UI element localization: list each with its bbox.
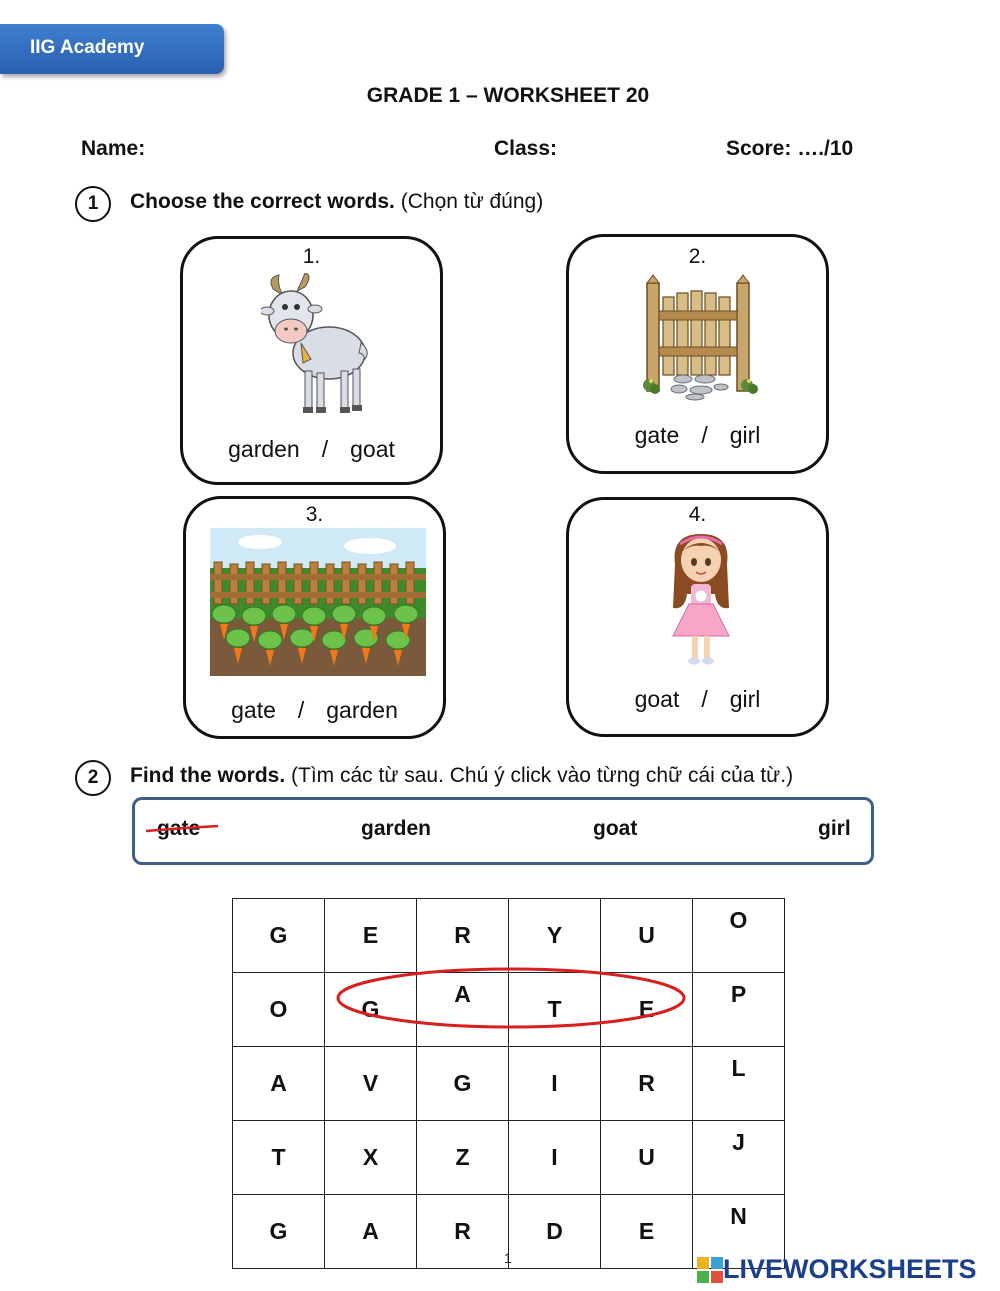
grid-cell[interactable]: A <box>325 1195 417 1269</box>
card-number: 4. <box>688 503 707 526</box>
grid-cell[interactable]: T <box>233 1121 325 1195</box>
section-2-number: 2 <box>75 760 111 796</box>
word-search-grid <box>232 898 785 1269</box>
grid-cell[interactable]: U <box>601 899 693 973</box>
liveworksheets-brand-text: LIVEWORKSHEETS <box>723 1254 977 1284</box>
choice-separator: / <box>321 436 329 462</box>
choice-option[interactable]: gate <box>634 422 680 448</box>
section-1-bold-text: Choose the correct words. <box>130 190 395 213</box>
grid-cell[interactable]: R <box>417 899 509 973</box>
choice-option[interactable]: goat <box>350 436 395 462</box>
grid-cell[interactable]: G <box>417 1047 509 1121</box>
grid-cell[interactable]: A <box>233 1047 325 1121</box>
grid-cell[interactable]: G <box>325 973 417 1047</box>
section-2-instruction <box>130 764 793 788</box>
card-choices <box>183 436 440 463</box>
grid-cell[interactable]: Z <box>417 1121 509 1195</box>
section-1-number: 1 <box>75 186 111 222</box>
choice-option[interactable]: garden <box>326 697 398 723</box>
choice-option[interactable]: girl <box>729 686 761 712</box>
word-garden: garden <box>361 817 432 840</box>
worksheet-title: GRADE 1 – WORKSHEET 20 <box>366 84 650 107</box>
card-1 <box>180 236 443 485</box>
card-number: 3. <box>305 503 324 526</box>
grid-cell[interactable]: V <box>325 1047 417 1121</box>
grid-cell[interactable]: G <box>233 899 325 973</box>
grid-cell[interactable]: R <box>417 1195 509 1269</box>
grid-cell[interactable]: R <box>601 1047 693 1121</box>
gate-icon <box>643 273 759 401</box>
score-label: Score: …./10 <box>726 137 854 160</box>
card-number: 1. <box>302 245 321 268</box>
grid-cell[interactable]: P <box>693 973 785 1047</box>
name-label: Name: <box>81 137 146 160</box>
strikethrough-mark <box>144 822 220 836</box>
card-choices <box>569 686 826 713</box>
card-3 <box>183 496 446 739</box>
class-label: Class: <box>494 137 558 160</box>
grid-cell[interactable]: U <box>601 1121 693 1195</box>
section-1-translation: (Chọn từ đúng) <box>400 190 544 213</box>
card-4 <box>566 497 829 737</box>
goat-icon <box>261 273 373 419</box>
liveworksheets-logo <box>697 1254 977 1285</box>
grid-row <box>233 1121 785 1195</box>
grid-cell[interactable]: O <box>693 899 785 973</box>
word-gate-found: gate <box>157 817 201 840</box>
grid-cell[interactable]: T <box>509 973 601 1047</box>
liveworksheets-logo-icon <box>697 1257 723 1283</box>
grid-cell[interactable]: N <box>693 1195 785 1269</box>
garden-icon <box>210 528 426 676</box>
grid-cell[interactable]: J <box>693 1121 785 1195</box>
grid-cell[interactable]: E <box>601 1195 693 1269</box>
grid-cell[interactable]: E <box>325 899 417 973</box>
grid-row <box>233 899 785 973</box>
grid-cell[interactable]: L <box>693 1047 785 1121</box>
section-2-bold-text: Find the words. <box>130 764 286 787</box>
iig-academy-badge: IIG Academy <box>0 24 224 74</box>
grid-cell[interactable]: X <box>325 1121 417 1195</box>
word-list-box <box>132 797 874 865</box>
girl-icon <box>665 530 737 668</box>
grid-cell[interactable]: O <box>233 973 325 1047</box>
found-word-highlight-oval <box>334 964 690 1032</box>
section-2-translation: (Tìm các từ sau. Chú ý click vào từng chữ cái của từ.) <box>291 764 794 787</box>
grid-row <box>233 1047 785 1121</box>
choice-separator: / <box>701 422 708 448</box>
word-goat: goat <box>593 817 638 840</box>
grid-cell[interactable]: E <box>601 973 693 1047</box>
grid-cell[interactable]: Y <box>509 899 601 973</box>
grid-cell[interactable]: A <box>417 973 509 1047</box>
grid-cell[interactable]: D <box>509 1195 601 1269</box>
section-1-instruction <box>130 190 543 214</box>
choice-option[interactable]: garden <box>228 436 300 462</box>
grid-cell[interactable]: I <box>509 1047 601 1121</box>
choice-separator: / <box>297 697 305 723</box>
card-choices <box>186 697 443 724</box>
card-number: 2. <box>688 245 707 268</box>
page-number: 1 <box>504 1250 512 1266</box>
choice-option[interactable]: goat <box>634 686 680 712</box>
grid-cell[interactable]: G <box>233 1195 325 1269</box>
choice-separator: / <box>701 686 708 712</box>
grid-cell[interactable]: I <box>509 1121 601 1195</box>
card-2 <box>566 234 829 474</box>
card-choices <box>569 422 826 449</box>
choice-option[interactable]: gate <box>231 697 276 723</box>
choice-option[interactable]: girl <box>729 422 761 448</box>
word-girl: girl <box>818 817 851 840</box>
